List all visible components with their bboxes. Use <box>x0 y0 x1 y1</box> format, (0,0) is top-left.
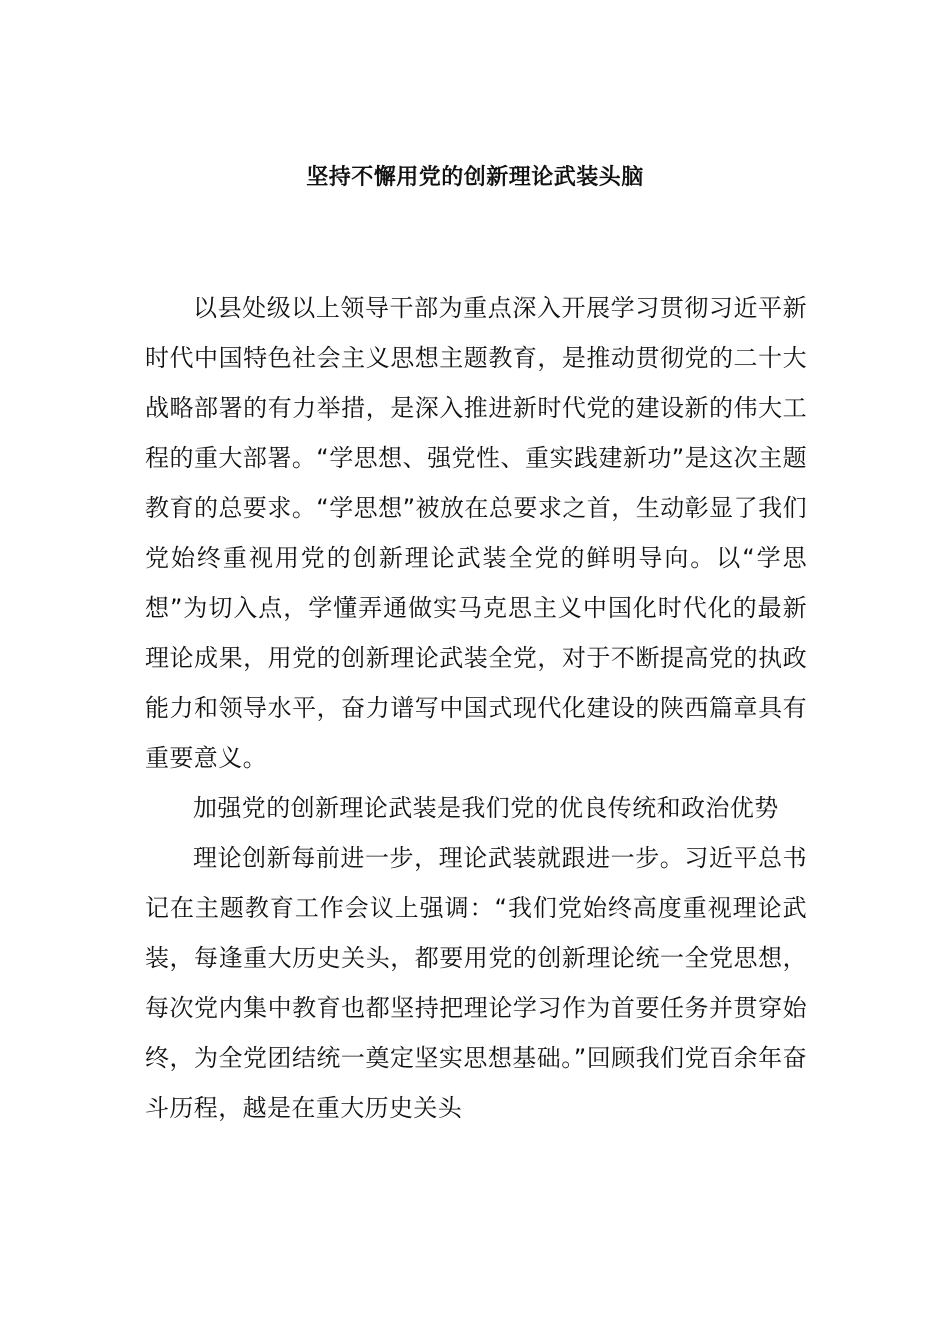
paragraph-intro: 以县处级以上领导干部为重点深入开展学习贯彻习近平新时代中国特色社会主义思想主题教育，是推动贯彻党的二十大战略部署的有力举措，是深入推进新时代党的建设新的伟大工程的重大部署。“学思想、强党性、重实践建新功”是这次主题教育的总要求。“学思想”被放在总要求之首，生动彰显了我们党始终重视用党的创新理论武装全党的鲜明导向。以“学思想”为切入点，学懂弄通做实马克思主义中国化时代化的最新理论成果，用党的创新理论武装全党，对于不断提高党的执政能力和领导水平，奋力谱写中国式现代化建设的陕西篇章具有重要意义。 <box>145 294 807 772</box>
paragraph-theory: 理论创新每前进一步，理论武装就跟进一步。习近平总书记在主题教育工作会议上强调：“我们党始终高度重视理论武装，每逢重大历史关头，都要用党的创新理论统一全党思想，每次党内集中教育也都坚持把理论学习作为首要任务并贯穿始终，为全党团结统一奠定坚实思想基础。”回顾我们党百余年奋斗历程，越是在重大历史关头 <box>145 844 807 1122</box>
document-title: 坚持不懈用党的创新理论武装头脑 <box>306 165 644 190</box>
section-heading: 加强党的创新理论武装是我们党的优良传统和政治优势 <box>193 794 779 822</box>
document-body <box>145 283 807 1133</box>
